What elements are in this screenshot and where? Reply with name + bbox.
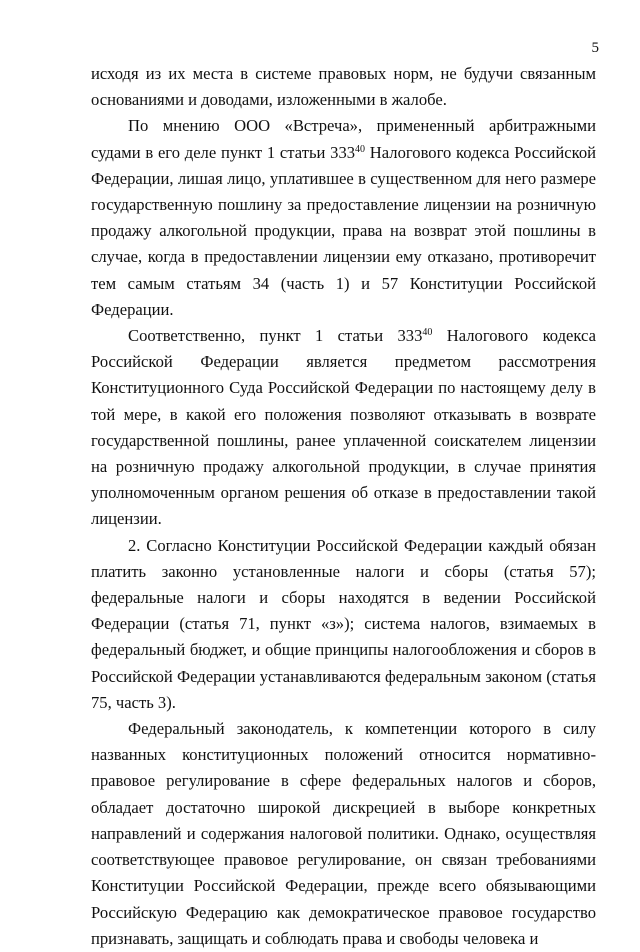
paragraph-subject-of-review [91,323,596,533]
paragraph-text: 2. Согласно Конституции Российской Федерации каждый обязан платить законно установленные налоги и сборы (статья 57); федеральные налоги и сборы находятся в ведении Российской Федерации (статья 71, пункт «з»); система налогов, взимаемых в федеральный бюджет, и общие принципы налогообложения и сборов в Российской Федерации устанавливаются федеральным законом (статья 75, часть 3). [91,535,596,712]
article-superscript: 40 [355,143,366,155]
paragraph-text-part-b: Налогового кодекса Российской Федерации является предметом рассмотрения Конституционного Суда Российской Федерации по настоящему делу в той мере, в какой его положения позволяют отказывать в возврате государственной пошлины, ранее уплаченной соискателем лицензии на розничную продажу алкогольной продукции, в случае принятия уполномоченным органом решения об отказе в предоставлении такой лицензии. [91,326,596,529]
paragraph-section-2 [91,533,596,716]
paragraph-vstrecha-opinion [91,113,596,323]
paragraph-text: исходя из их места в системе правовых норм, не будучи связанным основаниями и доводами, изложенными в жалобе. [91,64,596,110]
document-body [91,61,596,952]
paragraph-text: Федеральный законодатель, к компетенции которого в силу названных конституционных положений относится нормативно-правовое регулирование в сфере федеральных налогов и сборов, обладает достаточно широкой дискрецией в выборе конкретных направлений и содержания налоговой политики. Однако, осуществляя соответствующее правовое регулирование, он связан требованиями Конституции Российской Федерации, прежде всего обязывающими Российскую Федерацию как демократическое правовое государство признавать, защищать и соблюдать права и свободы человека и [91,719,596,948]
paragraph-continuation [91,61,596,113]
paragraph-text-part-a: Соответственно, пункт 1 статьи 333 [128,326,423,346]
paragraph-text-part-a: По мнению ООО «Встреча», примененный арбитражными судами в его деле пункт 1 статьи 333 [91,116,596,162]
page-number: 5 [591,40,599,56]
paragraph-federal-legislator [91,716,596,952]
paragraph-text-part-b: Налогового кодекса Российской Федерации, лишая лицо, уплатившее в существенном для него размере государственную пошлину за предоставление лицензии на розничную продажу алкогольной продукции, права на возврат этой пошлины в случае, когда в предоставлении лицензии ему отказано, противоречит тем самым статьям 34 (часть 1) и 57 Конституции Российской Федерации. [91,142,596,319]
article-superscript: 40 [422,327,433,339]
